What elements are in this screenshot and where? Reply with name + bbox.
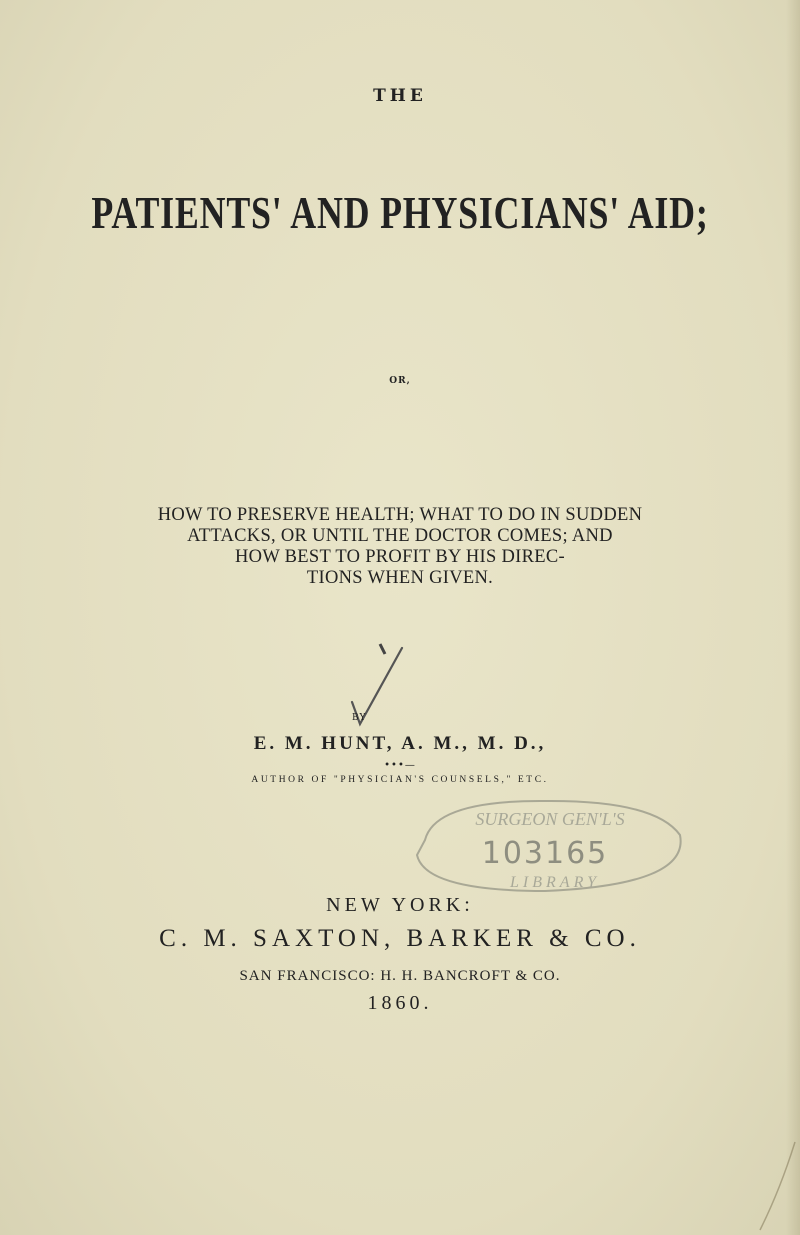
ornament-rule: •••—: [384, 760, 416, 771]
page-edge-shadow: [786, 0, 800, 1235]
stamp-number: 103165: [481, 836, 609, 871]
author-name: E. M. HUNT, A. M., M. D.,: [253, 733, 547, 754]
subtitle-line: TIONS WHEN GIVEN.: [306, 568, 494, 588]
subtitle-line: ATTACKS, OR UNTIL THE DOCTOR COMES; AND: [187, 526, 613, 546]
subtitle: [0, 505, 800, 589]
distributor: SAN FRANCISCO: H. H. BANCROFT & CO.: [239, 968, 561, 984]
subtitle-line: HOW TO PRESERVE HEALTH; WHAT TO DO IN SUDDEN: [157, 505, 643, 525]
library-stamp: [405, 795, 695, 895]
pencil-mark: [740, 1140, 800, 1235]
byline-label: BY: [352, 713, 367, 723]
publication-year: 1860.: [367, 992, 433, 1014]
publication-place: NEW YORK:: [326, 894, 474, 916]
title-article: THE: [373, 86, 427, 106]
stamp-top-text: SURGEON GEN'L'S: [475, 809, 625, 829]
subtitle-line: HOW BEST TO PROFIT BY HIS DIREC-: [235, 547, 565, 567]
publisher: C. M. SAXTON, BARKER & CO.: [159, 925, 641, 952]
author-credit: AUTHOR OF "PHYSICIAN'S COUNSELS," ETC.: [251, 775, 549, 785]
stamp-bottom-text: LIBRARY: [510, 874, 600, 891]
title-conjunction: OR,: [389, 376, 411, 386]
book-title: PATIENTS' AND PHYSICIANS' AID;: [91, 187, 709, 238]
